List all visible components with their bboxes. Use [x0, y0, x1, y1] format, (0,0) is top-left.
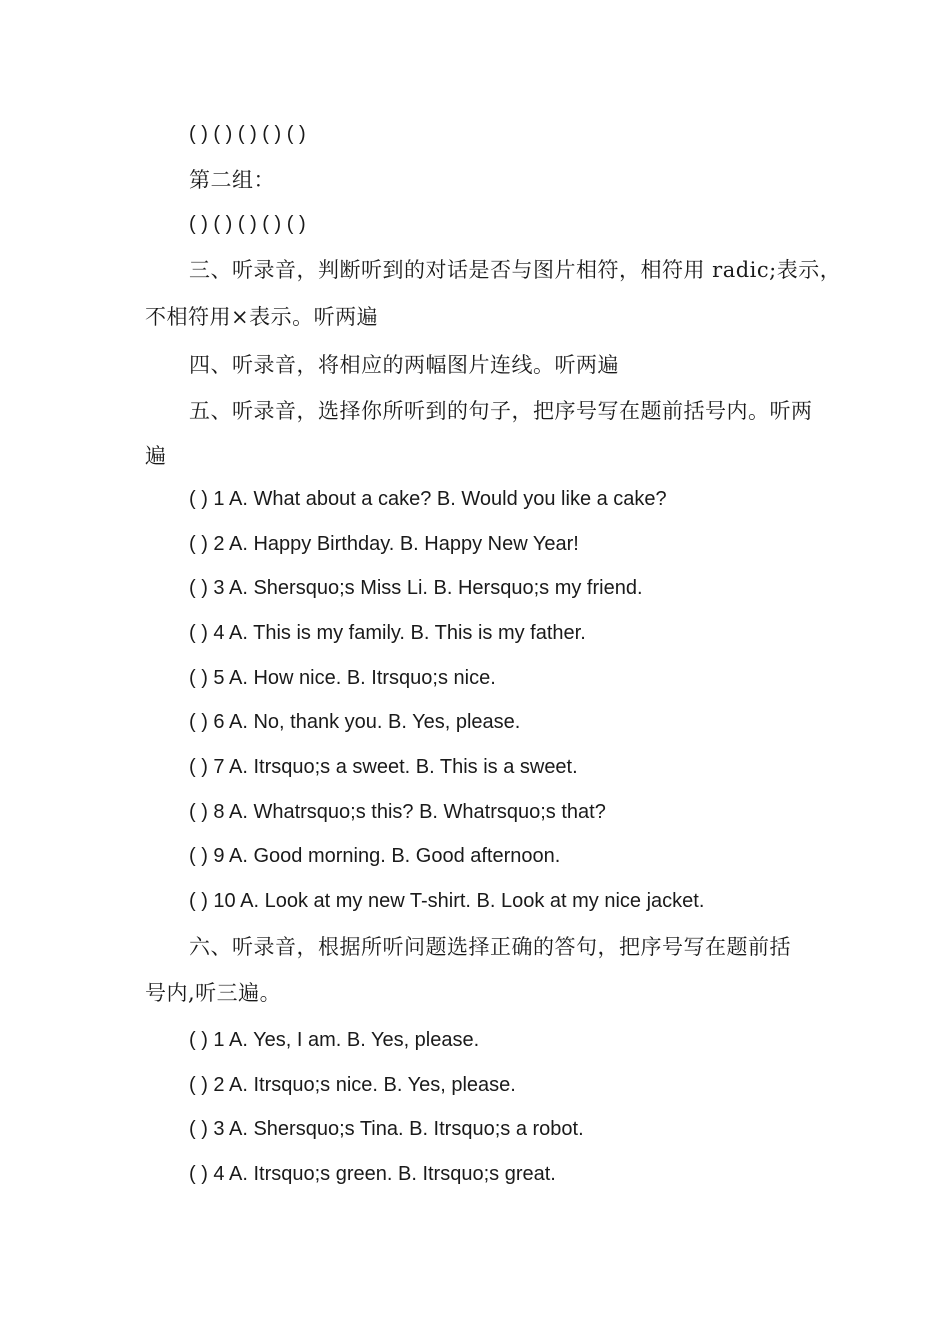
answer-brackets-group-2: ( ) ( ) ( ) ( ) ( ): [189, 213, 306, 235]
question-item: ( ) 1 A. What about a cake? B. Would you like a cake?: [189, 488, 667, 510]
question-item: ( ) 4 A. This is my family. B. This is my father.: [189, 622, 586, 644]
question-item: ( ) 6 A. No, thank you. B. Yes, please.: [189, 711, 521, 733]
section-five-instruction-cont: 遍: [145, 444, 167, 468]
question-item: ( ) 10 A. Look at my new T-shirt. B. Look at my nice jacket.: [189, 890, 705, 912]
question-item: ( ) 1 A. Yes, I am. B. Yes, please.: [189, 1029, 480, 1051]
section-three-instruction-cont: 不相符用×表示。听两遍: [145, 305, 379, 329]
section-six-instruction-cont: 号内,听三遍。: [145, 981, 282, 1005]
answer-brackets-group-1: ( ) ( ) ( ) ( ) ( ): [189, 123, 306, 145]
question-item: ( ) 3 A. Shersquo;s Tina. B. Itrsquo;s a robot.: [189, 1118, 584, 1140]
group-two-label: 第二组：: [189, 168, 275, 192]
question-item: ( ) 4 A. Itrsquo;s green. B. Itrsquo;s great.: [189, 1163, 556, 1185]
question-item: ( ) 5 A. How nice. B. Itrsquo;s nice.: [189, 667, 496, 689]
section-five-instruction: 五、听录音，选择你所听到的句子，把序号写在题前括号内。听两: [189, 399, 813, 423]
question-item: ( ) 8 A. Whatrsquo;s this? B. Whatrsquo;s that?: [189, 801, 606, 823]
section-six-instruction: 六、听录音，根据所听问题选择正确的答句，把序号写在题前括: [189, 935, 791, 959]
question-item: ( ) 2 A. Happy Birthday. B. Happy New Year!: [189, 533, 579, 555]
question-item: ( ) 2 A. Itrsquo;s nice. B. Yes, please.: [189, 1074, 516, 1096]
question-item: ( ) 9 A. Good morning. B. Good afternoon.: [189, 845, 561, 867]
question-item: ( ) 3 A. Shersquo;s Miss Li. B. Hersquo;s my friend.: [189, 577, 643, 599]
section-four-instruction: 四、听录音，将相应的两幅图片连线。听两遍: [189, 353, 619, 377]
question-item: ( ) 7 A. Itrsquo;s a sweet. B. This is a sweet.: [189, 756, 578, 778]
section-three-instruction: 三、听录音，判断听到的对话是否与图片相符，相符用 radic;表示，: [189, 258, 842, 282]
